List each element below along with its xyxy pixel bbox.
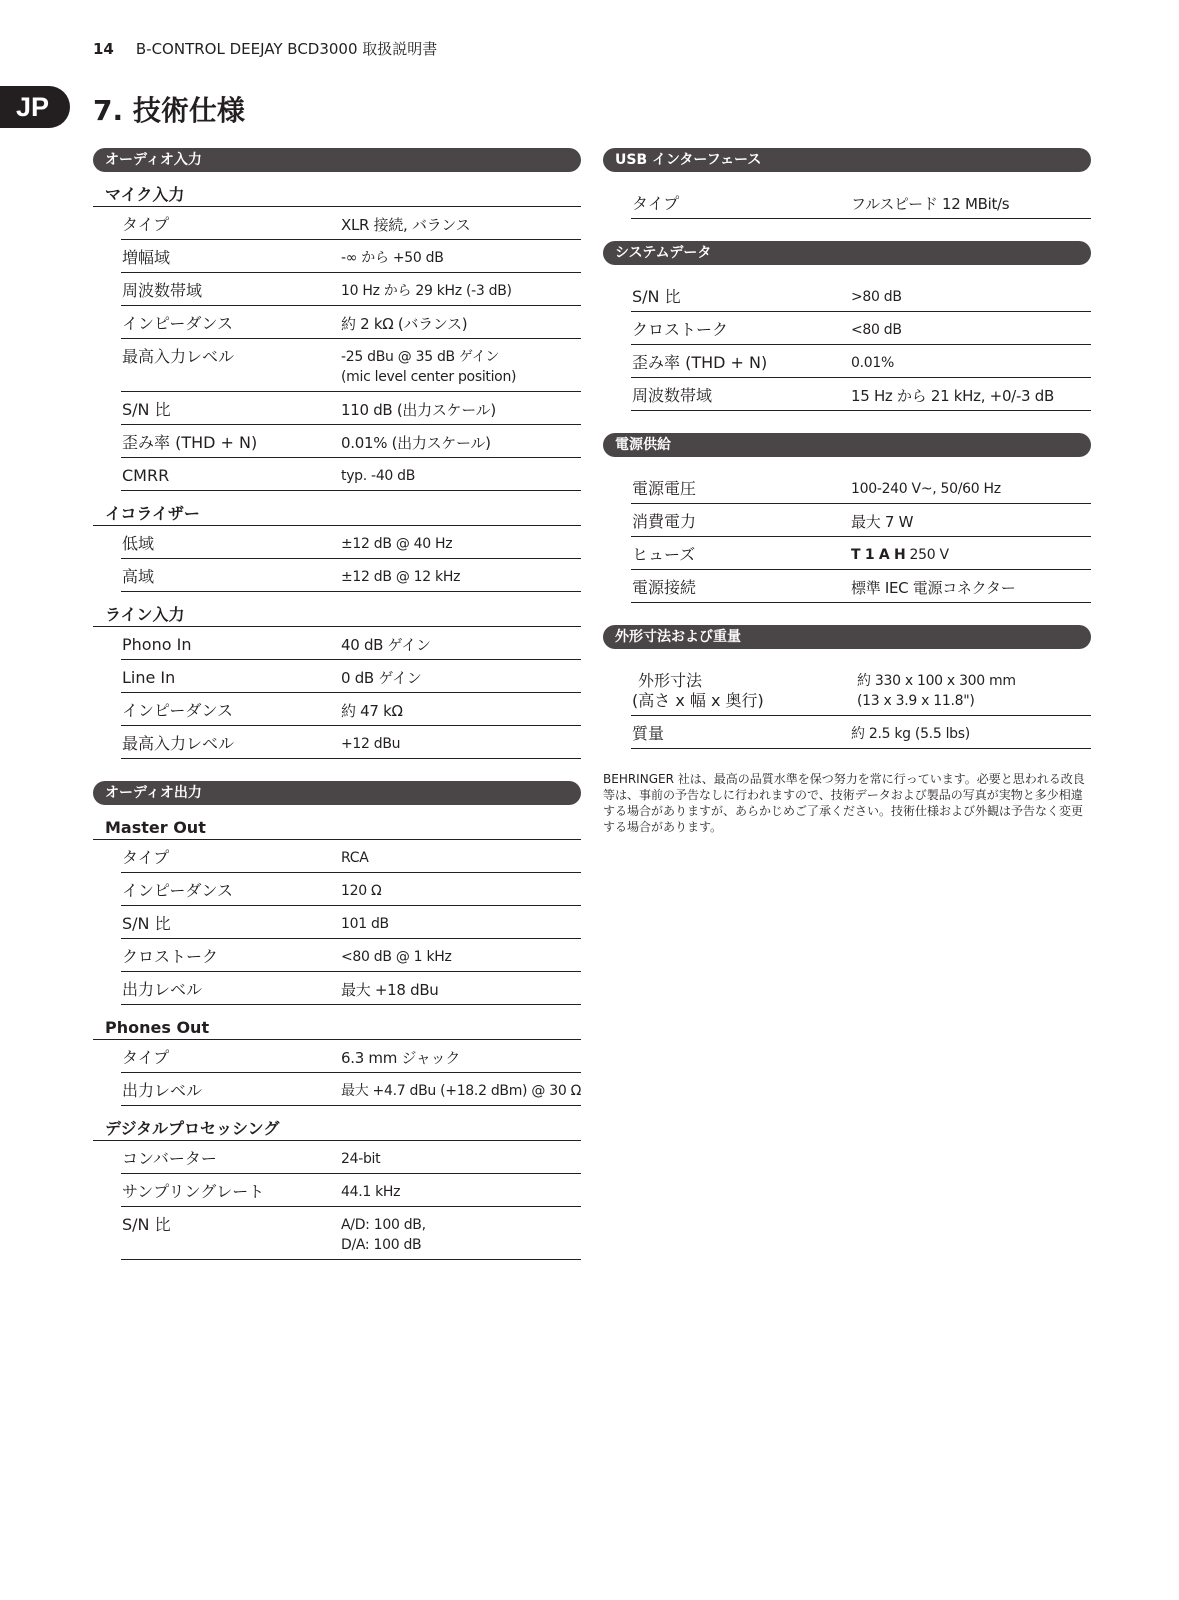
spec-value-line: A/D: 100 dB, — [341, 1217, 426, 1233]
spec-rows — [121, 207, 581, 491]
spec-rows — [121, 1040, 581, 1106]
spec-key: 歪み率 (THD + N) — [122, 433, 258, 452]
spec-value: 15 Hz から 21 kHz, +0/-3 dB — [851, 387, 1054, 405]
audio-input-section — [93, 148, 581, 759]
spec-key: 最高入力レベル — [122, 734, 235, 753]
spec-row — [121, 1040, 581, 1073]
section-header: オーディオ出力 — [93, 781, 581, 805]
disclaimer-note: BEHRINGER 社は、最高の品質水準を保つ努力を常に行っています。必要と思われる改良等は、事前の予告なしに行われますので、技術データおよび製品の写真が実物と多少相違する場合がありますが、あらかじめご了承ください。技術仕様および外観は予告なく変更する場合があります。 — [603, 772, 1085, 834]
spec-key: 最高入力レベル — [122, 347, 235, 366]
spec-row — [121, 1141, 581, 1174]
spec-key: インピーダンス — [122, 314, 234, 333]
spec-key: S/N 比 — [122, 914, 171, 933]
spec-key: 高域 — [122, 567, 155, 586]
spec-row — [631, 312, 1091, 345]
spec-value: 最大 7 W — [851, 513, 914, 531]
spec-row — [121, 693, 581, 726]
spec-row — [121, 392, 581, 425]
spec-row — [121, 840, 581, 873]
subsection-title: デジタルプロセッシング — [93, 1106, 581, 1141]
spec-rows — [121, 627, 581, 759]
spec-key: S/N 比 — [122, 400, 171, 419]
page-title: 7. 技術仕様 — [93, 94, 245, 127]
spec-value — [341, 347, 581, 387]
spec-key: タイプ — [122, 215, 170, 234]
spec-row — [121, 425, 581, 458]
subsection-title: マイク入力 — [93, 172, 581, 207]
spec-row — [121, 240, 581, 273]
spec-key: Phono In — [122, 635, 192, 654]
spec-row — [121, 726, 581, 759]
spec-key: S/N 比 — [632, 287, 681, 306]
subsection-title: Phones Out — [93, 1005, 581, 1040]
spec-value: フルスピード 12 MBit/s — [851, 195, 1010, 213]
spec-key: タイプ — [122, 848, 170, 867]
dimensions-weight-section — [603, 625, 1091, 749]
spec-rows — [631, 649, 1091, 749]
spec-value: RCA — [341, 850, 369, 866]
spec-rows — [631, 172, 1091, 219]
spec-value: 120 Ω — [341, 883, 382, 899]
section-header: 外形寸法および重量 — [603, 625, 1091, 649]
spec-row — [121, 1174, 581, 1207]
spec-row — [121, 559, 581, 592]
spec-row — [121, 972, 581, 1005]
spec-row — [631, 570, 1091, 603]
spec-value-line: D/A: 100 dB — [341, 1237, 422, 1253]
spec-value: 10 Hz から 29 kHz (-3 dB) — [341, 283, 512, 299]
subsection-title: ライン入力 — [93, 592, 581, 627]
spec-value: XLR 接続, バランス — [341, 216, 471, 234]
spec-rows — [121, 840, 581, 1005]
spec-row — [121, 906, 581, 939]
spec-value: ±12 dB @ 12 kHz — [341, 569, 461, 585]
spec-row — [121, 1207, 581, 1260]
spec-key-line: (高さ x 幅 x 奥行) — [632, 691, 764, 710]
spec-value: 約 2.5 kg (5.5 lbs) — [851, 726, 970, 742]
spec-key: 電源接続 — [632, 578, 697, 597]
right-column — [603, 148, 1091, 835]
spec-key: クロストーク — [632, 320, 729, 339]
spec-key: 低域 — [122, 534, 155, 553]
spec-value: >80 dB — [851, 289, 902, 305]
spec-key: CMRR — [122, 466, 170, 485]
spec-value: 110 dB (出力スケール) — [341, 401, 496, 419]
spec-value-line: 約 330 x 100 x 300 mm — [857, 673, 1016, 689]
subsection-title: Master Out — [93, 805, 581, 840]
spec-value: 約 47 kΩ — [341, 702, 403, 720]
subsection-title: イコライザー — [93, 491, 581, 526]
section-header: オーディオ入力 — [93, 148, 581, 172]
spec-key: タイプ — [122, 1048, 170, 1067]
spec-row — [121, 1073, 581, 1106]
spec-row — [631, 186, 1091, 219]
power-supply-section — [603, 433, 1091, 603]
spec-value: +12 dBu — [341, 736, 401, 752]
spec-key: ヒューズ — [632, 545, 696, 564]
fuse-voltage: 250 V — [909, 547, 949, 563]
spec-value: ±12 dB @ 40 Hz — [341, 536, 453, 552]
spec-key: 電源電圧 — [632, 479, 697, 498]
spec-key: インピーダンス — [122, 881, 234, 900]
spec-value: <80 dB — [851, 322, 902, 338]
fuse-rating: T 1 A H — [851, 547, 906, 563]
spec-row — [121, 306, 581, 339]
spec-value: 標準 IEC 電源コネクター — [851, 579, 1016, 597]
spec-key: 出力レベル — [122, 980, 203, 999]
spec-row — [121, 458, 581, 491]
spec-value-line: (13 x 3.9 x 11.8") — [857, 693, 975, 709]
spec-row — [631, 345, 1091, 378]
page-number: 14 — [93, 40, 114, 58]
spec-row — [631, 537, 1091, 570]
spec-row — [121, 339, 581, 392]
spec-row — [631, 279, 1091, 312]
spec-row — [121, 627, 581, 660]
spec-row — [121, 526, 581, 559]
spec-key: Line In — [122, 668, 176, 687]
document-title: B-CONTROL DEEJAY BCD3000 取扱説明書 — [135, 40, 438, 58]
section-header: USB インターフェース — [603, 148, 1091, 172]
spec-key: コンバーター — [122, 1149, 217, 1168]
page-header — [93, 38, 437, 59]
spec-value — [857, 671, 1091, 711]
system-data-section — [603, 241, 1091, 411]
spec-row — [121, 207, 581, 240]
spec-row — [631, 378, 1091, 411]
spec-row — [121, 873, 581, 906]
spec-value: 40 dB ゲイン — [341, 636, 431, 654]
spec-row — [121, 939, 581, 972]
spec-row — [121, 273, 581, 306]
spec-value: 0.01% (出力スケール) — [341, 434, 491, 452]
spec-value: 101 dB — [341, 916, 389, 932]
spec-row — [631, 471, 1091, 504]
spec-value: typ. -40 dB — [341, 468, 416, 484]
language-tab: JP — [0, 86, 70, 128]
spec-key-line: 外形寸法 — [638, 671, 703, 690]
spec-value-line: (mic level center position) — [341, 369, 517, 385]
spec-key — [631, 671, 857, 711]
spec-value: -∞ から +50 dB — [341, 250, 444, 266]
spec-rows — [121, 1141, 581, 1260]
spec-value: 0 dB ゲイン — [341, 669, 422, 687]
spec-key: 周波数帯域 — [122, 281, 203, 300]
spec-rows — [121, 526, 581, 592]
spec-key: 消費電力 — [632, 512, 697, 531]
left-column — [93, 148, 581, 1274]
spec-key: S/N 比 — [122, 1215, 171, 1234]
spec-key: 質量 — [632, 724, 665, 743]
spec-key: 周波数帯域 — [632, 386, 713, 405]
usb-section — [603, 148, 1091, 219]
section-header: システムデータ — [603, 241, 1091, 265]
audio-output-section — [93, 781, 581, 1260]
spec-value: 6.3 mm ジャック — [341, 1049, 461, 1067]
spec-value: 最大 +18 dBu — [341, 981, 439, 999]
spec-key: インピーダンス — [122, 701, 234, 720]
spec-value: 約 2 kΩ (バランス) — [341, 315, 468, 333]
spec-value-line: -25 dBu @ 35 dB ゲイン — [341, 349, 500, 365]
spec-value: 44.1 kHz — [341, 1184, 401, 1200]
spec-value: 0.01% — [851, 355, 894, 371]
spec-value — [341, 1215, 581, 1255]
spec-key: 増幅域 — [122, 248, 171, 267]
spec-key: クロストーク — [122, 947, 219, 966]
spec-key: タイプ — [632, 194, 680, 213]
spec-value — [851, 545, 1091, 565]
spec-value: 100-240 V~, 50/60 Hz — [851, 481, 1001, 497]
spec-key: 出力レベル — [122, 1081, 203, 1100]
spec-row — [121, 660, 581, 693]
spec-key: サンプリングレート — [122, 1182, 265, 1201]
spec-value: <80 dB @ 1 kHz — [341, 949, 452, 965]
spec-row — [631, 716, 1091, 749]
spec-row — [631, 663, 1091, 716]
spec-key: 歪み率 (THD + N) — [632, 353, 768, 372]
spec-rows — [631, 265, 1091, 411]
spec-value: 最大 +4.7 dBu (+18.2 dBm) @ 30 Ω — [341, 1083, 581, 1099]
spec-value: 24-bit — [341, 1151, 381, 1167]
spec-rows — [631, 457, 1091, 603]
spec-row — [631, 504, 1091, 537]
section-header: 電源供給 — [603, 433, 1091, 457]
